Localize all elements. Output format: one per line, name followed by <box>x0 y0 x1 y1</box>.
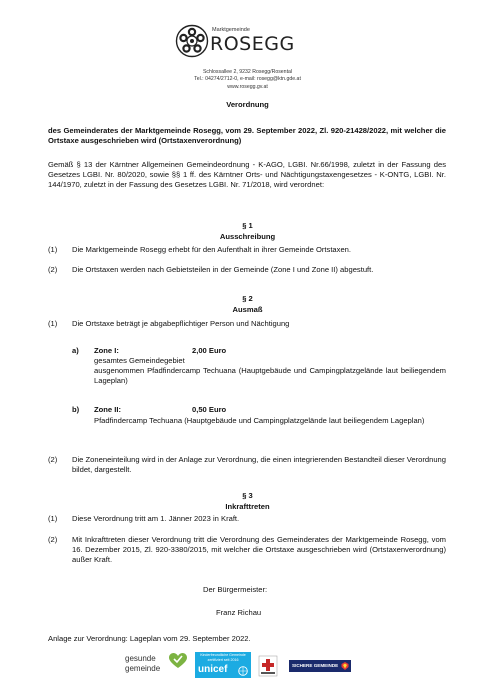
preamble: Gemäß § 13 der Kärntner Allgemeinen Gemeindeordnung - K-AGO, LGBI. Nr.66/1998, zuletzt in der Fassung des Gesetzes LGBI. Nr. 80/2020, sowie §§ 1 ff. des Kärntner Orts- und Nächtigungstaxengesetzes - K-ONTG, LGBI. Nr. 144/1970, zuletzt in der Fassung des Gesetzes LGBI. Nr. 71/2018, wird verordnet: <box>48 160 446 189</box>
s3-p1-number: (1) <box>48 514 58 523</box>
s1-p2-text: Die Ortstaxen werden nach Gebietsteilen in der Gemeinde (Zone I und Zone II) abgestuft. <box>72 265 374 274</box>
zone-b-text: Pfadfindercamp Techuana (Hauptgebäude und Campingplatzgelände laut beiliegendem Lageplan) <box>94 416 425 425</box>
s2-p2-text: Die Zoneneinteilung wird in der Anlage zur Verordnung, die einen integrierenden Bestandteil dieser Verordnung bildet, dargestellt. <box>72 455 446 474</box>
unicef-wordmark: unicef <box>198 664 228 675</box>
gesunde-text: gesunde <box>125 654 156 663</box>
website-line: www.rosegg.gv.at <box>227 84 268 90</box>
sichere-emblem-icon <box>341 662 349 670</box>
sichere-gemeinde-text: SICHERE GEMEINDE <box>292 663 339 668</box>
zone-b-amount: 0,50 Euro <box>192 405 227 414</box>
s1-p1-number: (1) <box>48 245 58 254</box>
gesunde-gemeinde-logo <box>125 652 187 680</box>
address-line: Schlossallee 2, 9232 Rosegg/Rosental <box>202 69 293 75</box>
s2-p2-number: (2) <box>48 455 58 464</box>
logo-subtitle: Marktgemeinde <box>212 27 250 33</box>
signature-name: Franz Richau <box>216 608 262 617</box>
municipal-crest-icon <box>175 24 209 58</box>
annex-note: Anlage zur Verordnung: Lageplan vom 29. September 2022. <box>48 634 251 643</box>
heart-icon <box>169 653 187 669</box>
s3-p2-text: Mit Inkrafttreten dieser Verordnung tritt die Verordnung des Gemeinderates der Marktgemeinde Rosegg, vom 16. Dezember 2015, Zl. 920-3380/2015, mit welcher die Ortstaxe ausgeschrieben wird (Ortstaxenverordnung) außer Kraft. <box>72 535 446 564</box>
zone-a-text-1: gesamtes Gemeindegebiet <box>94 356 185 365</box>
section-3-number: § 3 <box>242 491 253 500</box>
s2-p1-number: (1) <box>48 319 58 328</box>
zone-b-label: b) <box>72 405 80 414</box>
zone-a-label: a) <box>72 346 79 355</box>
zone-a-name: Zone I: <box>94 346 119 355</box>
section-3-heading: Inkrafttreten <box>225 502 270 511</box>
document-title: Verordnung <box>226 100 269 109</box>
logo-wordmark: ROSEGG <box>210 33 295 55</box>
section-2-number: § 2 <box>242 294 253 303</box>
signature-role: Der Bürgermeister: <box>203 585 268 594</box>
zone-a-amount: 2,00 Euro <box>192 346 227 355</box>
zone-b-name: Zone II: <box>94 405 121 414</box>
s2-p1-text: Die Ortstaxe beträgt je abgabepflichtiger Person und Nächtigung <box>72 319 290 328</box>
s3-p2-number: (2) <box>48 535 58 544</box>
zone-a-text-2: ausgenommen Pfadfindercamp Techuana (Hauptgebäude und Campingplatzgelände laut beiliegendem Lageplan) <box>94 366 446 385</box>
document-subtitle: des Gemeinderates der Marktgemeinde Rosegg, vom 29. September 2022, Zl. 920-21428/2022, mit welcher die Ortstaxe ausgeschrieben wird (Ortstaxenverordnung) <box>48 126 446 145</box>
unicef-badge-line-1: Kinderfreundliche Gemeinde <box>200 653 246 657</box>
section-2-heading: Ausmaß <box>232 305 263 314</box>
globe-icon <box>238 666 248 676</box>
cross-emblem-icon <box>258 655 278 677</box>
s3-p1-text: Diese Verordnung tritt am 1. Jänner 2023 in Kraft. <box>72 514 240 523</box>
sichere-gemeinde-logo <box>289 660 351 672</box>
contact-line: Tel.: 04274/2712-0, e-mail: rosegg@ktn.gde.at <box>194 76 301 82</box>
unicef-badge-line-2: zertifiziert seit 2016 <box>207 658 239 662</box>
section-1-heading: Ausschreibung <box>219 232 276 241</box>
gemeinde-text: gemeinde <box>125 664 161 673</box>
section-1-number: § 1 <box>242 221 253 230</box>
s1-p1-text: Die Marktgemeinde Rosegg erhebt für den Aufenthalt in ihrer Gemeinde Ortstaxen. <box>72 245 352 254</box>
unicef-logo <box>195 652 251 678</box>
s1-p2-number: (2) <box>48 265 58 274</box>
